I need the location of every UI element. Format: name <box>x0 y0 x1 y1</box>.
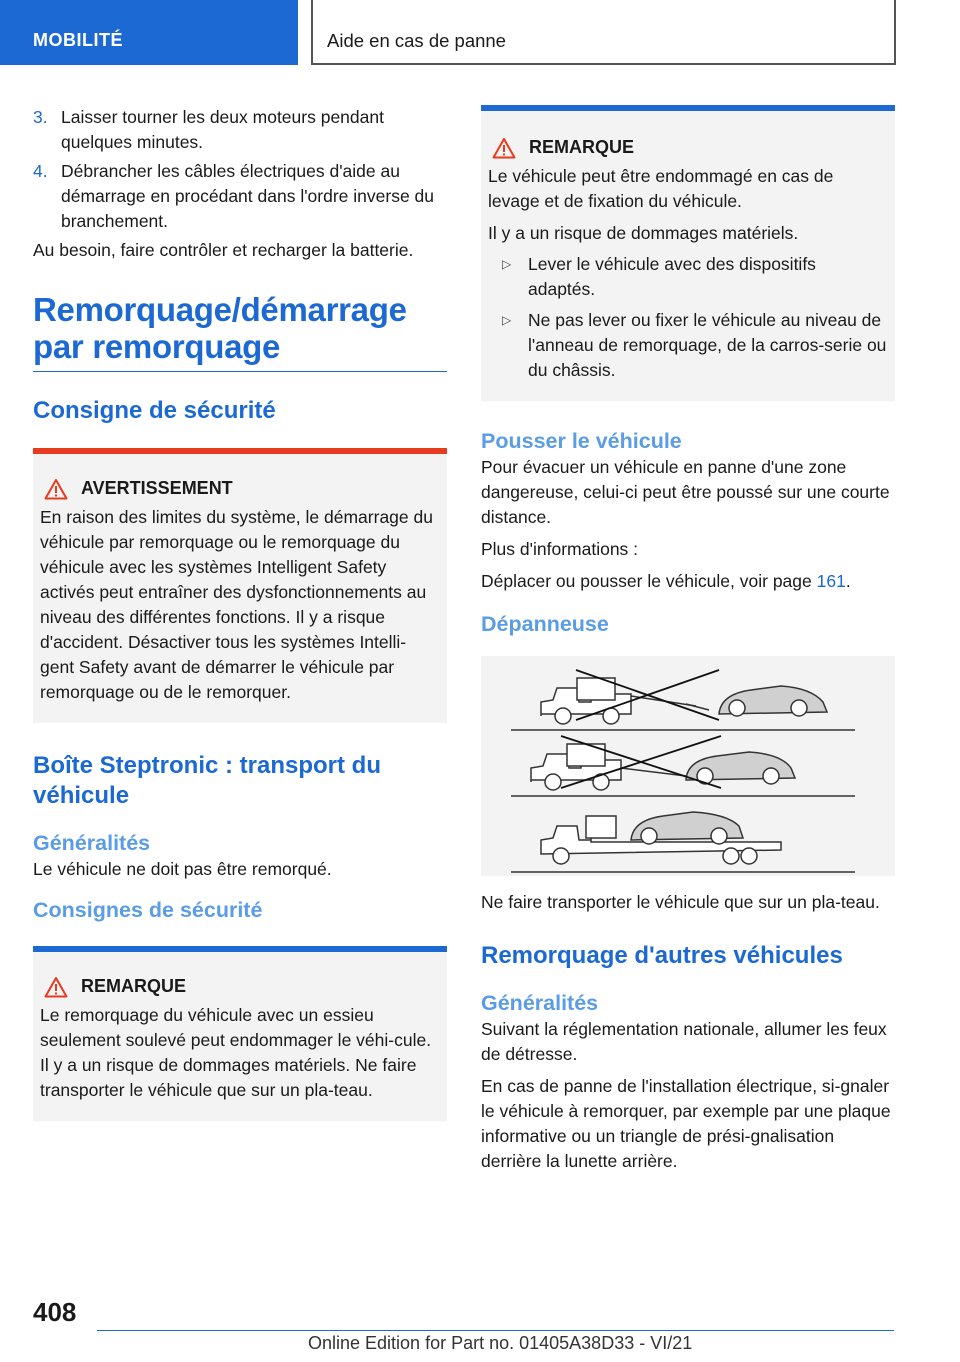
others-text: Suivant la réglementation nationale, allumer les feux de détresse. <box>481 1019 887 1064</box>
page-reference <box>481 569 895 594</box>
warning-title: AVERTISSEMENT <box>81 478 233 498</box>
consignes-heading: Consignes de sécurité <box>33 898 263 922</box>
warning-triangle-icon <box>492 137 516 159</box>
list-item <box>488 252 887 302</box>
reference-end: . <box>845 571 851 591</box>
left-column <box>33 105 447 1121</box>
bullet-text: Ne pas lever ou fixer le véhicule au niveau de l'anneau de remorquage, de la carros-serie ou du châssis. <box>528 310 887 380</box>
chapter-title: Aide en cas de panne <box>327 30 506 51</box>
safety-heading: Consigne de sécurité <box>33 397 276 424</box>
warning-title-row <box>40 476 439 501</box>
notice-text: Il y a un risque de dommages matériels. <box>488 223 799 243</box>
general-text: Le véhicule ne doit pas être remorqué. <box>33 859 332 879</box>
bullet-text: Lever le véhicule avec des dispositifs adaptés. <box>528 254 816 299</box>
section-title: MOBILITÉ <box>33 30 123 50</box>
notice-text: Le véhicule peut être endommagé en cas de levage et de fixation du véhicule. <box>488 166 834 211</box>
towing-diagram <box>481 656 895 876</box>
notice-title: REMARQUE <box>529 137 635 157</box>
step-number: 4. <box>33 161 48 181</box>
notice-box <box>33 946 447 1121</box>
step-text: Laisser tourner les deux moteurs pendant quelques minutes. <box>61 107 384 152</box>
notice-text: Le remorquage du véhicule avec un essieu seulement soulevé peut endommager le véhi-cule. Il y a un risque de dommages matériels. Ne faire transporter le véhicule que sur un pla-teau. <box>40 1005 432 1100</box>
warning-text: En raison des limites du système, le démarrage du véhicule par remorquage ou le remorquage du véhicule avec les systèmes Intelligent Safety activés peut entraîner des dysfonctionnements au niveau des différentes fonctions. Il y a risque d'accident. Désactiver tous les systèmes Intelli-gent Safety avant de démarrer le véhicule par remorquage ou de le remorquer. <box>40 507 433 702</box>
others-text: En cas de panne de l'installation électrique, si-gnaler le véhicule à remorquer, par exemple par une plaque informative ou un triangle de prési-gnalisation derrière la lunette arrière. <box>481 1076 891 1171</box>
edition-text: Online Edition for Part no. 01405A38D33 - VI/21 <box>308 1333 693 1353</box>
bullet-triangle-icon: ▷ <box>502 257 512 271</box>
general-heading: Généralités <box>481 991 599 1015</box>
bullet-triangle-icon: ▷ <box>502 313 512 327</box>
chapter-header <box>311 0 896 65</box>
towing-illustration <box>481 656 895 876</box>
list-item <box>488 308 887 383</box>
step-text: Débrancher les câbles électriques d'aide au démarrage en procédant dans l'ordre inverse du branchement. <box>61 161 435 231</box>
step-item <box>33 105 447 155</box>
reference-text: Déplacer ou pousser le véhicule, voir page <box>481 571 817 591</box>
warning-box <box>33 448 447 723</box>
main-heading: Remorquage/démarrage par remorquage <box>33 291 447 372</box>
right-column <box>481 105 895 1181</box>
step-number: 3. <box>33 107 48 127</box>
step-item <box>33 159 447 234</box>
tow-caption: Ne faire transporter le véhicule que sur un pla-teau. <box>481 892 880 912</box>
notice-title-row <box>40 974 439 999</box>
general-heading: Généralités <box>33 831 151 855</box>
steptronic-heading: Boîte Steptronic : transport du véhicule <box>33 752 381 809</box>
other-vehicles-heading: Remorquage d'autres véhicules <box>481 942 843 969</box>
warning-triangle-icon <box>44 976 68 998</box>
page-link[interactable]: 161 <box>816 571 846 591</box>
notice-title-row <box>488 135 887 160</box>
push-text: Pour évacuer un véhicule en panne d'une zone dangereuse, celui-ci peut être poussé sur une courte distance. <box>481 457 890 527</box>
push-heading: Pousser le véhicule <box>481 429 682 453</box>
notice-title: REMARQUE <box>81 976 187 996</box>
more-info: Plus d'informations : <box>481 539 639 559</box>
notice-box <box>481 105 895 401</box>
warning-triangle-icon <box>44 478 68 500</box>
section-tab <box>0 0 298 65</box>
tow-truck-heading: Dépanneuse <box>481 612 609 636</box>
battery-note: Au besoin, faire contrôler et recharger la batterie. <box>33 240 414 260</box>
page-number: 408 <box>33 1297 77 1327</box>
